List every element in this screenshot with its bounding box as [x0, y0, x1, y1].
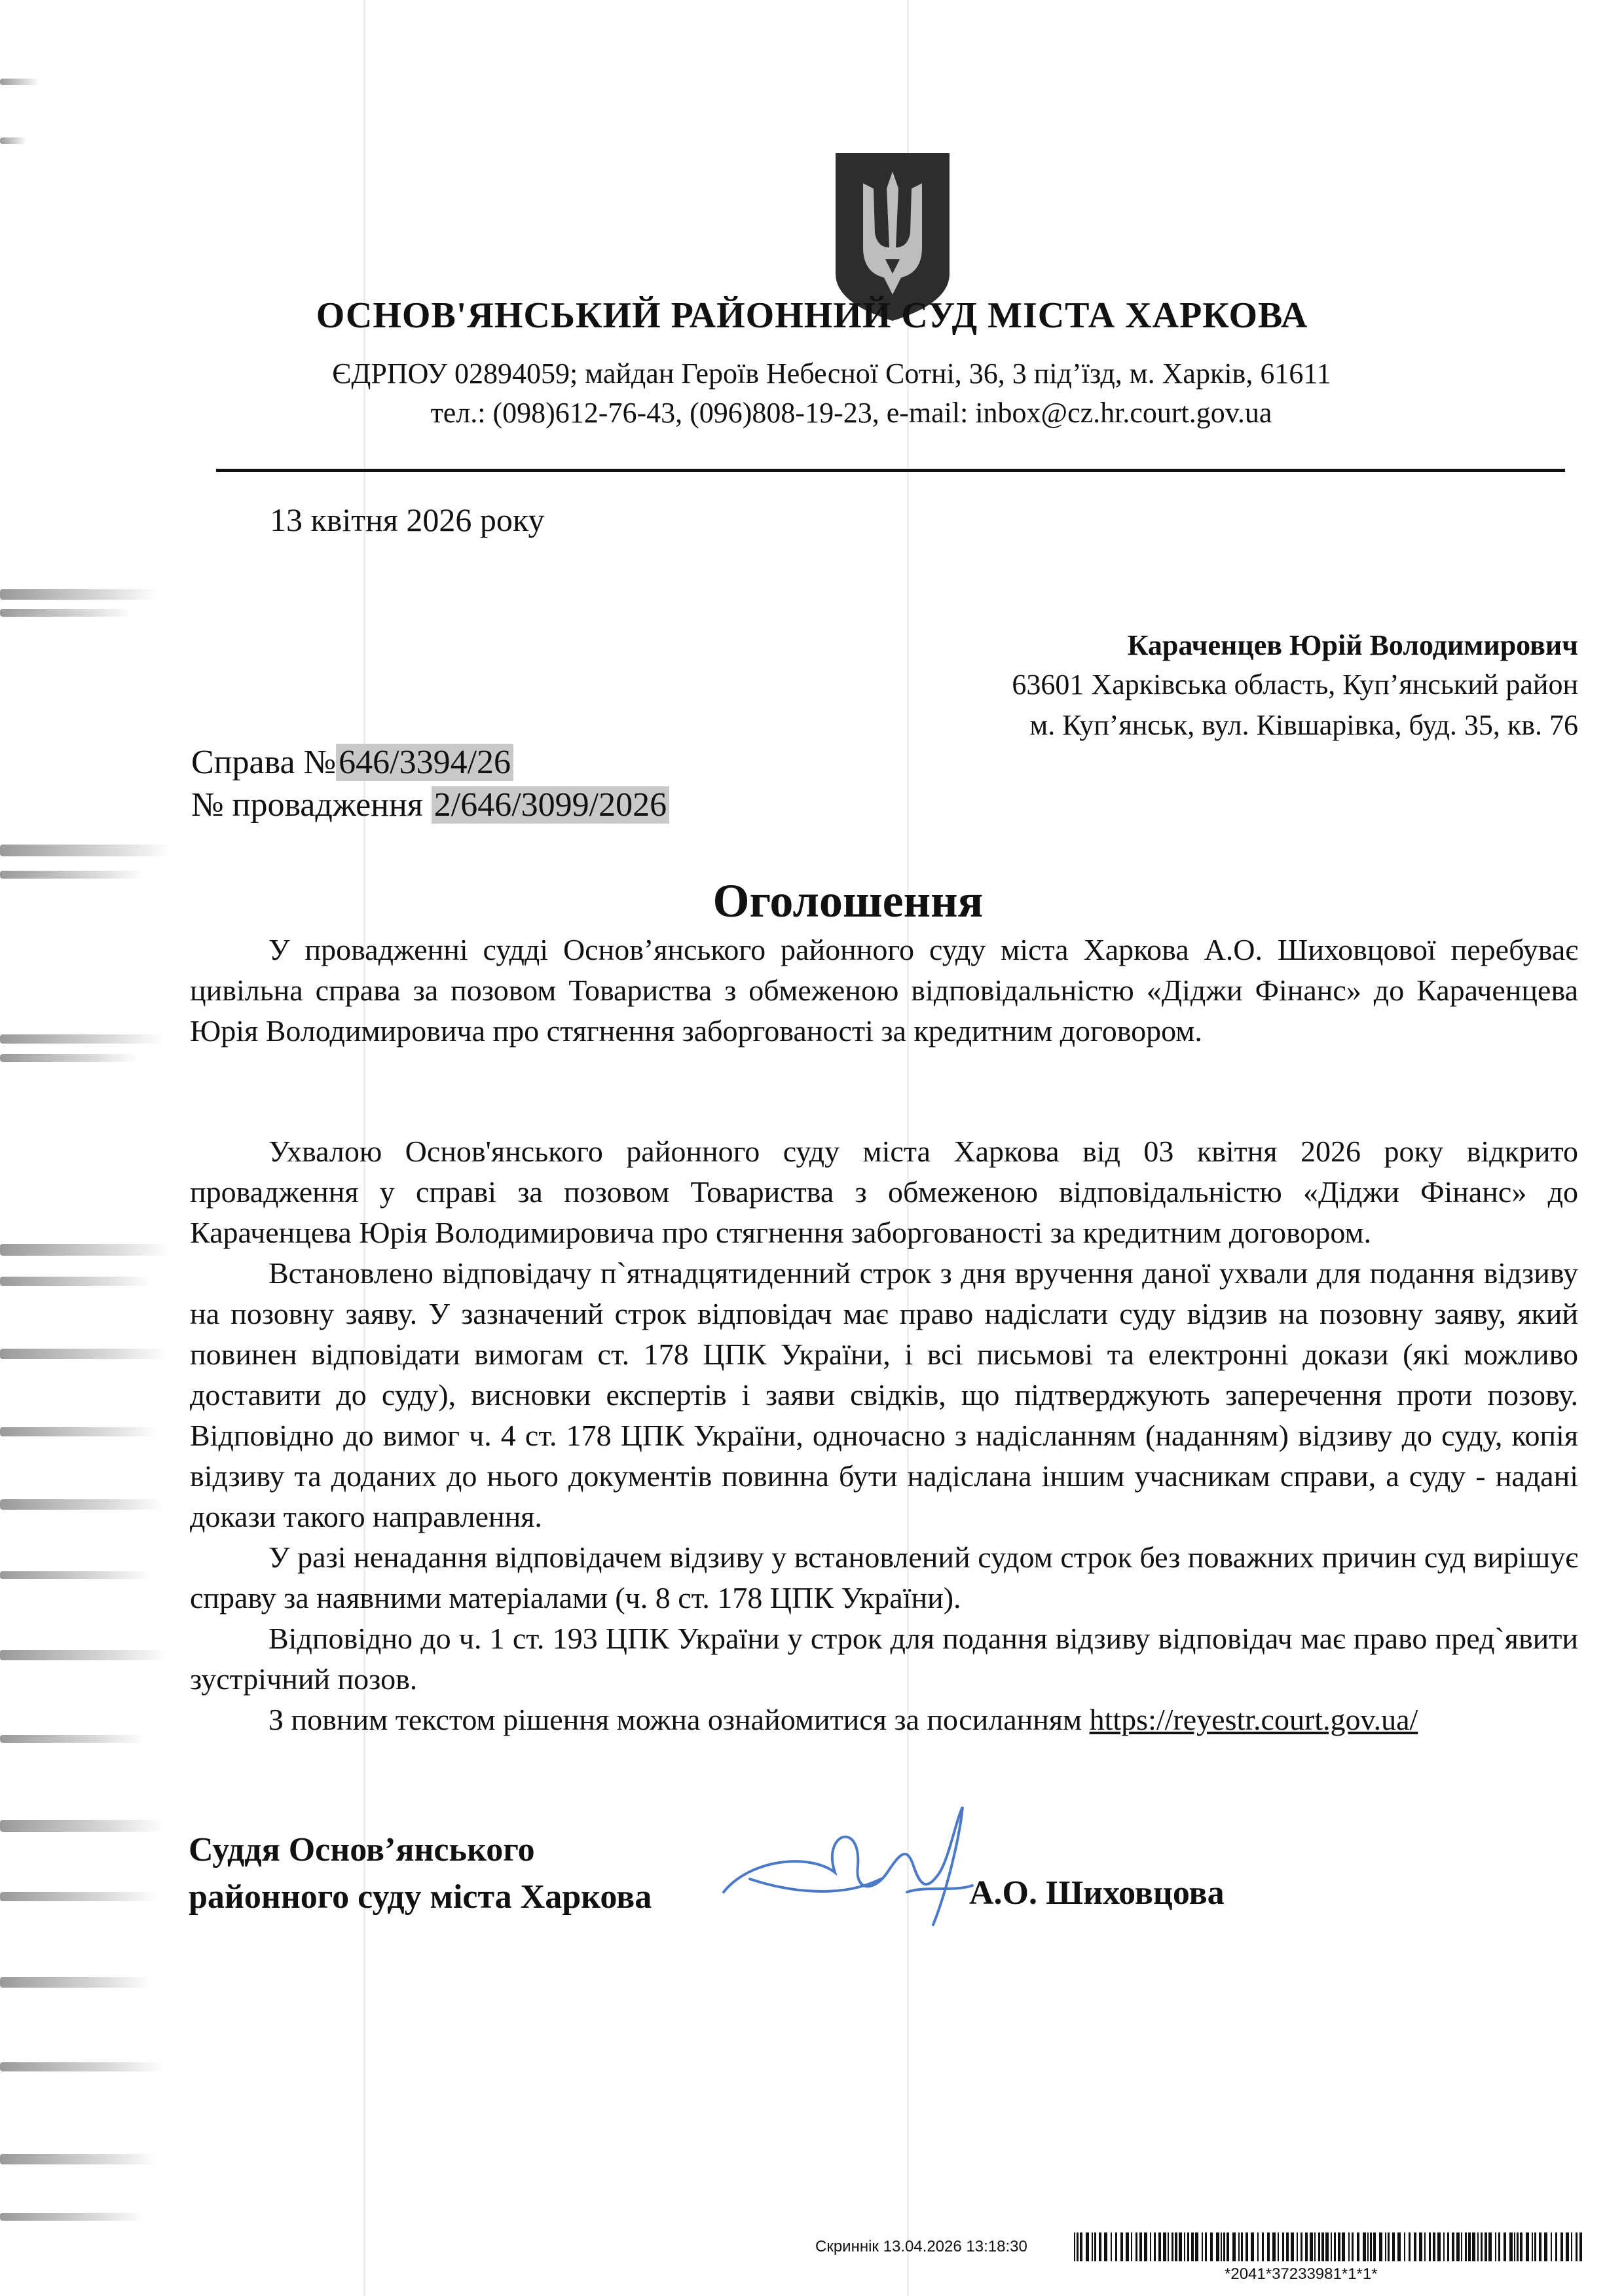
- court-name: ОСНОВ'ЯНСЬКИЙ РАЙОННИЙ СУД МІСТА ХАРКОВА: [316, 295, 1308, 336]
- proceeding-label: № провадження: [191, 786, 432, 824]
- paragraph-text: Встановлено відповідачу п`ятнадцятиденний строк з дня вручення даної ухвали для подання відзиву на позовну заяву. У зазначений строк відповідач має право надіслати суду відзив на позовну заяву, який повинен відповідати вимогам ст. 178 ЦПК України, і всі письмові та електронні докази (які можливо доставити до суду), висновки експертів і заяви свідків, що підтверджують заперечення проти позову. Відповідно до вимог ч. 4 ст. 178 ЦПК України, одночасно з надісланням (наданням) відзиву до суду, копія відзиву та доданих до нього документів повинна бути надіслана іншим учасникам справи, а суду - надані докази такого направлення.: [190, 1256, 1578, 1533]
- notice-title: Оголошення: [712, 875, 984, 927]
- barcode-icon: [1074, 2232, 1585, 2261]
- scan-artifacts: [0, 0, 177, 2296]
- judge-title-line2: районного суду міста Харкова: [189, 1878, 652, 1916]
- proceeding-number-line: [191, 786, 669, 824]
- paragraph-text: У разі ненадання відповідачем відзиву у встановлений судом строк без поважних причин суд вирішує справу за наявними матеріалами (ч. 8 ст. 178 ЦПК України).: [190, 1540, 1578, 1614]
- paragraph-text: Ухвалою Основ'янського районного суду міста Харкова від 03 квітня 2026 року відкрито провадження у справі за позовом Товариства з обмеженою відповідальністю «Діджи Фінанс» до Караченцева Юрія Володимировича про стягнення заборгованості за кредитним договором.: [190, 1135, 1578, 1249]
- case-number-line: [191, 743, 513, 782]
- court-details: ЄДРПОУ 02894059; майдан Героїв Небесної Сотні, 36, 3 під’їзд, м. Харків, 61611: [332, 357, 1331, 390]
- notice-paragraph: [190, 930, 1578, 1051]
- link-intro: З повним текстом рішення можна ознайомитися за посиланням: [268, 1703, 1090, 1736]
- handwritten-signature: [710, 1794, 986, 1944]
- link-paragraph: [190, 1700, 1578, 1740]
- case-label: Справа №: [191, 744, 337, 781]
- proceeding-number: 2/646/3099/2026: [432, 786, 669, 824]
- court-contacts: тел.: (098)612-76-43, (096)808-19-23, e-mail: inbox@cz.hr.court.gov.ua: [430, 397, 1272, 429]
- header-divider: [216, 469, 1565, 472]
- addressee-address-line2: м. Куп’янськ, вул. Ківшарівка, буд. 35, кв. 76: [1029, 709, 1578, 741]
- registry-link[interactable]: https://reyestr.court.gov.ua/: [1089, 1703, 1418, 1736]
- paragraph-text: Відповідно до ч. 1 ст. 193 ЦПК України у строк для подання відзиву відповідач має право пред`явити зустрічний позов.: [190, 1622, 1578, 1696]
- addressee-name: Караченцев Юрій Володимирович: [1127, 629, 1578, 661]
- document-date: 13 квітня 2026 року: [270, 501, 545, 538]
- judge-name: А.О. Шиховцова: [969, 1874, 1225, 1912]
- paragraph-text: У провадженні судді Основ’янського районного суду міста Харкова А.О. Шиховцової перебуває цивільна справа за позовом Товариства з обмеженою відповідальністю «Діджи Фінанс» до Караченцева Юрія Володимировича про стягнення заборгованості за кредитним договором.: [190, 933, 1578, 1048]
- addressee-address-line1: 63601 Харківська область, Куп’янський район: [1012, 668, 1578, 701]
- notice-paragraph: [190, 1131, 1578, 1740]
- barcode-number: *2041*37233981*1*1*: [1225, 2265, 1378, 2283]
- case-number: 646/3394/26: [336, 744, 513, 781]
- judge-title-line1: Суддя Основ’янського: [189, 1831, 535, 1868]
- scanner-stamp: Скриннік 13.04.2026 13:18:30: [815, 2238, 1027, 2255]
